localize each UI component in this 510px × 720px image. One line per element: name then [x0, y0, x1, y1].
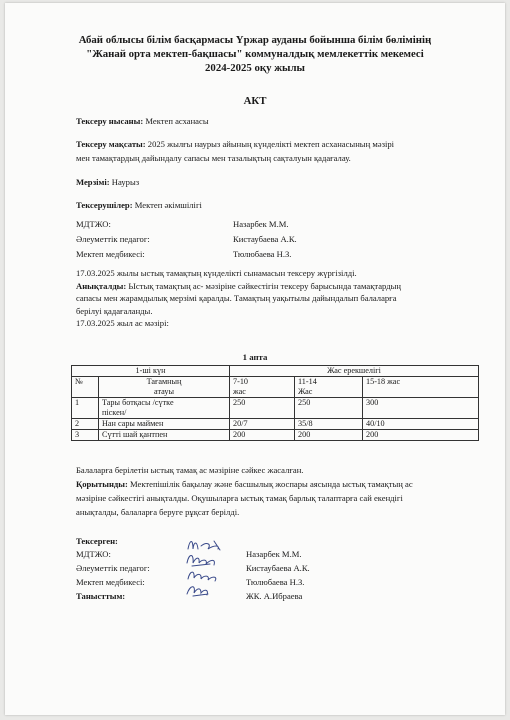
portion-11-14: 200 [295, 430, 363, 441]
portion-11-14: 250 [295, 398, 363, 419]
table-header-row [72, 377, 479, 398]
dish-name-line-1: Тары ботқасы /сүтке [102, 398, 174, 407]
signature-1 [188, 541, 220, 550]
inspection-purpose-line-2: мен тамақтардың дайындалу сапасы мен тазалықтың сақталуын қадағалау. [76, 153, 351, 163]
acknowledged-label: Танысттым: [76, 591, 126, 601]
signatory-role: Әлеуметтік педагог: [76, 234, 150, 244]
header-line-1: Абай облысы білім басқармасы Үржар ауданы бойынша білім бөлімінің [78, 34, 432, 46]
checked-role: МДТЖО: [76, 549, 111, 559]
row-number: 1 [72, 398, 99, 419]
conclusion-label: Қорытынды: [76, 479, 128, 489]
inspection-purpose-label: Тексеру мақсаты: [76, 139, 146, 149]
document-title: АКТ [243, 95, 267, 107]
portion-7-10: 200 [230, 430, 295, 441]
dish-header-line-1: Тағамның [146, 377, 182, 386]
checked-row [76, 562, 476, 574]
conclusion-line-3: анықталды, балаларға беруге рұқсат берілді. [76, 507, 240, 517]
acknowledged-row [76, 590, 476, 602]
checked-name: Назарбек М.М. [246, 549, 302, 559]
inspectors-label: Тексерушілер: [76, 200, 133, 210]
table-row [72, 430, 479, 441]
checked-name: Кистаубаева А.К. [246, 563, 310, 573]
signatory-name: Тюлюбаева Н.З. [233, 249, 292, 259]
dish-name: Нан сары маймен [99, 419, 230, 430]
portion-15-18: 200 [363, 430, 479, 441]
inspection-purpose-line-1: 2025 жылғы наурыз айының күнделікті мектеп асханасының мәзірі [145, 139, 395, 149]
inspection-object [76, 114, 471, 128]
dish-name-line-2: піскен/ [102, 408, 127, 417]
day-header: 1-ші күн [72, 366, 230, 377]
signatory-name: Назарбек М.М. [233, 219, 289, 229]
signatory-row [76, 233, 476, 246]
signatory-name: Кистаубаева А.К. [233, 234, 297, 244]
conclusion-line-1: Мектепішілік бақылау және басшылық жоспары аясында ыстық тамақтың ас [127, 479, 413, 489]
dish-name [99, 398, 230, 419]
age-header-line-1: 11-14 [298, 377, 317, 386]
inspection-purpose [76, 137, 471, 165]
body-line-1: 17.03.2025 жылы ыстық тамақтың күнделікті сынамасын тексеру жүргізілді. [76, 268, 357, 278]
age-header-line-2: Жас [298, 387, 313, 396]
header-line-2: "Жанай орта мектеп-бақшасы" коммуналдық мемлекеттік мекемесі [86, 48, 424, 60]
age-header-line-1: 7-10 [233, 377, 249, 386]
age-column-header [363, 377, 479, 398]
signature-3 [188, 572, 216, 581]
signatory-role: Мектеп медбикесі: [76, 249, 145, 259]
checked-row [76, 576, 476, 588]
inspection-period [76, 175, 471, 189]
number-header: № [72, 377, 99, 398]
conclusion-block [76, 463, 471, 519]
checked-role: Мектеп медбикесі: [76, 577, 145, 587]
inspection-period-value: Наурыз [109, 177, 140, 187]
document-header [45, 33, 465, 75]
row-number: 2 [72, 419, 99, 430]
menu-date-line: 17.03.2025 жыл ас мәзірі: [76, 318, 169, 328]
dish-name: Сүтті шай қантпен [99, 430, 230, 441]
checked-label: Тексерген: [76, 536, 118, 546]
signature-4 [187, 587, 208, 596]
age-header-line-2: жас [233, 387, 246, 396]
checked-row [76, 548, 476, 560]
header-line-3: 2024-2025 оқу жылы [205, 62, 305, 74]
after-line-1: Балаларға берілетін ыстық тамақ ас мәзіріне сәйкес жасалған. [76, 465, 304, 475]
age-column-header [230, 377, 295, 398]
portion-15-18: 300 [363, 398, 479, 419]
portion-11-14: 35/8 [295, 419, 363, 430]
age-header: Жас ерекшелігі [230, 366, 479, 377]
age-column-header [295, 377, 363, 398]
signatory-role: МДТЖО: [76, 219, 111, 229]
menu-table [71, 365, 479, 441]
found-line-2: сапасы мен жарамдылық мерзімі қаралды. Тамақтың уақытылы дайындалып балаларға [76, 293, 397, 303]
row-number: 3 [72, 430, 99, 441]
table-row [72, 419, 479, 430]
portion-7-10: 20/7 [230, 419, 295, 430]
document-page [5, 3, 505, 715]
signatory-row [76, 218, 476, 231]
conclusion-line-2: мәзіріне сәйкестігі анықталды. Оқушыларға ыстық тамақ барлық талаптарға сай екендігі [76, 493, 403, 503]
found-line-3: берілуі қадағаланды. [76, 305, 153, 316]
signatory-row [76, 248, 476, 261]
acknowledged-name: ЖК. А.Ибраева [246, 591, 303, 601]
checked-role: Әлеуметтік педагог: [76, 563, 150, 573]
dish-header [99, 377, 230, 398]
inspection-object-value: Мектеп асханасы [143, 116, 209, 126]
checked-name: Тюлюбаева Н.З. [246, 577, 305, 587]
age-header-line-1: 15-18 жас [366, 377, 401, 386]
inspectors-value: Мектеп әкімшілігі [132, 200, 202, 210]
portion-15-18: 40/10 [363, 419, 479, 430]
table-row [72, 398, 479, 419]
handwritten-signatures [184, 537, 232, 599]
inspectors [76, 198, 471, 212]
dish-header-line-2: атауы [154, 387, 174, 396]
inspection-object-label: Тексеру нысаны: [76, 116, 144, 126]
portion-7-10: 250 [230, 398, 295, 419]
table-header-row [72, 366, 479, 377]
found-line-1: Ыстық тамақтың ас- мәзіріне сәйкестігін тексеру барысында тамақтардың [126, 280, 401, 291]
week-title: 1 апта [242, 352, 268, 362]
inspection-body [76, 267, 471, 330]
signature-2 [187, 556, 214, 567]
inspection-period-label: Мерзімі: [76, 177, 110, 187]
found-label: Анықталды: [76, 280, 127, 291]
